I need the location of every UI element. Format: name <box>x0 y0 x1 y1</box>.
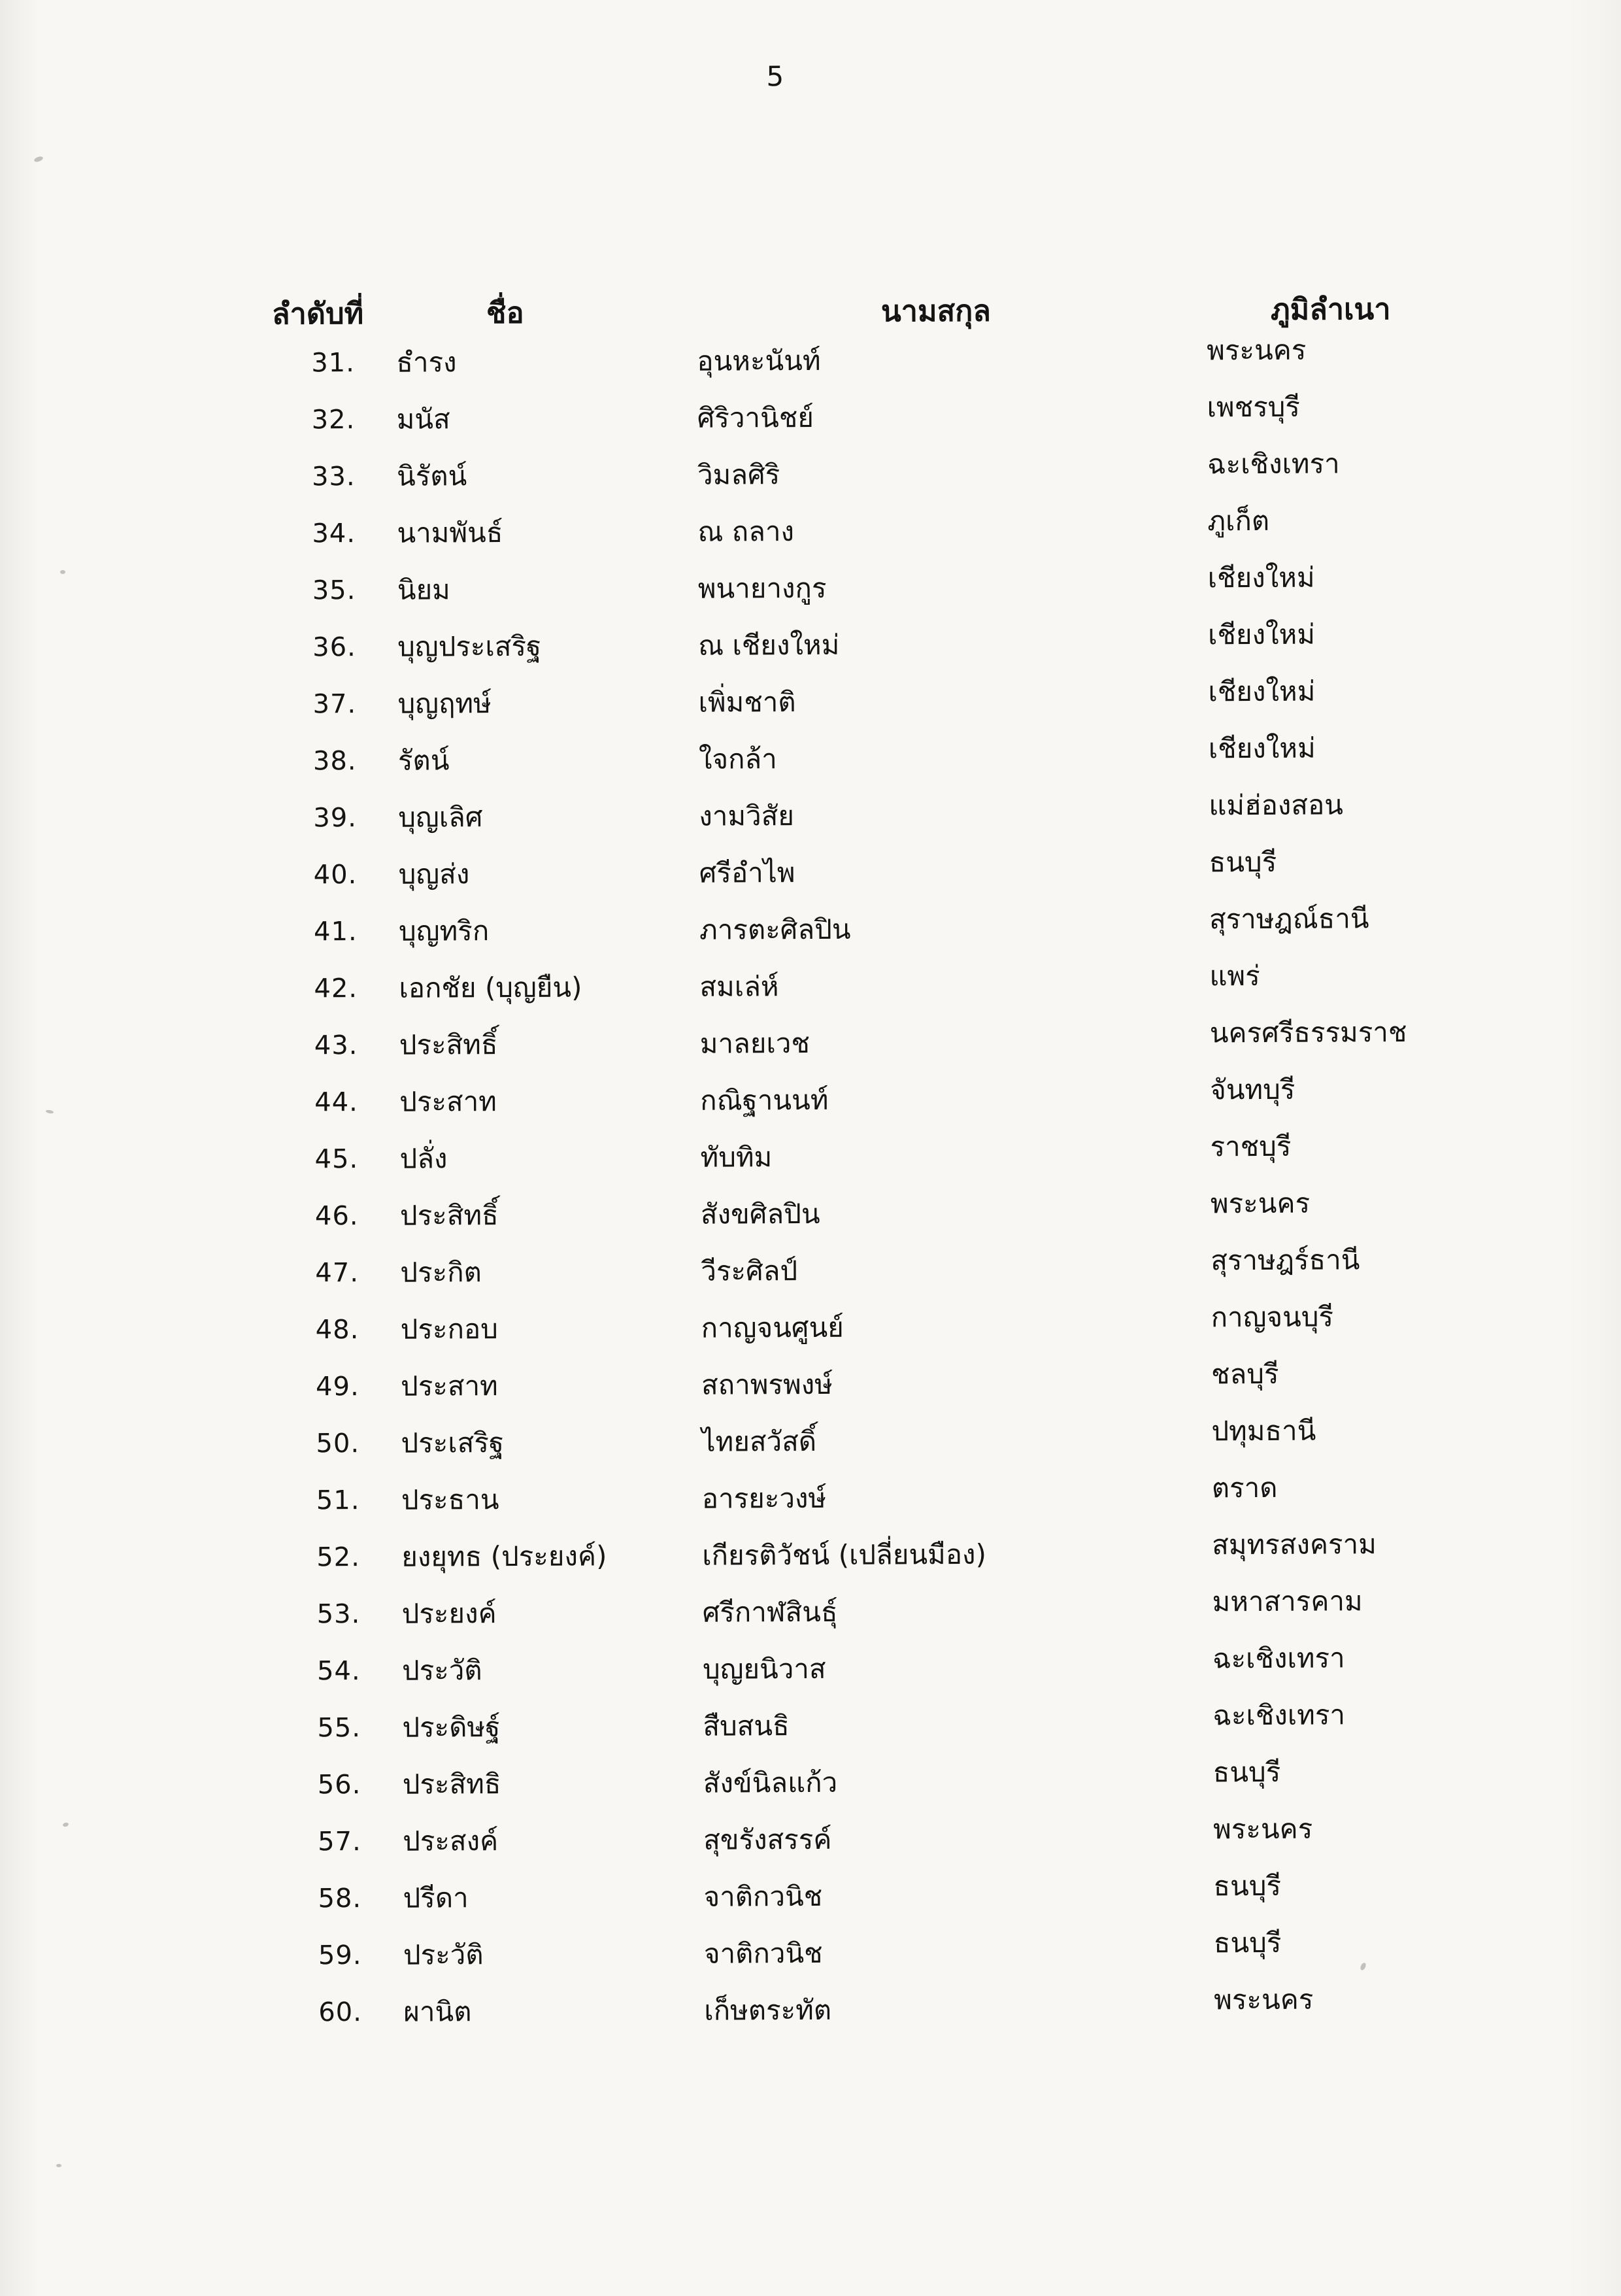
row-surname: เกียรติวัชน์ (เปลี่ยนมือง) <box>702 1538 987 1572</box>
row-domicile: เพชรบุรี <box>1207 390 1301 423</box>
row-domicile: สุราษฎณ์ธานี <box>1209 902 1369 935</box>
row-first-name: ยงยุทธ (ประยงค์) <box>401 1539 607 1573</box>
table-row <box>5 1978 1621 2042</box>
row-surname: ใจกล้า <box>698 742 777 775</box>
header-surname: นามสกุล <box>880 293 992 329</box>
row-domicile: ฉะเชิงเทรา <box>1207 447 1340 480</box>
header-first-name: ชื่อ <box>486 295 524 331</box>
row-surname: สังขศิลปิน <box>700 1197 820 1230</box>
table-row <box>0 898 1621 962</box>
row-first-name: ประกิต <box>400 1255 482 1289</box>
table-row <box>4 1808 1621 1872</box>
row-surname: วิมลศิริ <box>697 458 780 491</box>
row-surname: กณิฐานนท์ <box>700 1083 829 1117</box>
row-domicile: แพร่ <box>1209 959 1260 992</box>
row-surname: สุขรังสรรค์ <box>703 1823 832 1856</box>
table-row <box>0 670 1620 734</box>
row-domicile: เชียงใหม่ <box>1208 618 1316 650</box>
table-row <box>0 443 1619 507</box>
row-index: 48. <box>315 1314 359 1345</box>
row-first-name: ธำรง <box>396 345 457 379</box>
row-surname: จาติกวนิช <box>703 1936 823 1970</box>
table-row <box>0 329 1618 393</box>
row-surname: สืบสนธิ <box>703 1709 790 1742</box>
row-index: 37. <box>312 688 357 719</box>
row-first-name: ประสาท <box>401 1369 498 1402</box>
table-row <box>0 954 1621 1019</box>
row-domicile: พระนคร <box>1207 333 1307 366</box>
table-row <box>3 1466 1621 1530</box>
row-first-name: บุญทริก <box>398 914 490 947</box>
row-first-name: ประสาท <box>399 1085 497 1118</box>
table-header <box>0 0 1617 331</box>
table-row <box>0 556 1620 620</box>
row-surname: งามวิสัย <box>699 799 795 832</box>
row-surname: ไทยสวัสดิ์ <box>701 1425 817 1458</box>
row-surname: สถาพรพงษ์ <box>701 1368 833 1401</box>
row-index: 43. <box>314 1030 358 1060</box>
row-index: 44. <box>314 1087 358 1117</box>
table-row <box>1 1239 1621 1303</box>
table-row <box>3 1523 1621 1587</box>
table-row <box>0 784 1620 848</box>
table-row <box>3 1637 1621 1701</box>
row-surname: จาติกวนิช <box>703 1880 823 1913</box>
row-index: 47. <box>315 1257 359 1288</box>
table-row <box>0 386 1619 450</box>
row-domicile: ชลบุรี <box>1211 1357 1279 1390</box>
row-first-name: ประสิทธิ์ <box>399 1198 499 1232</box>
row-index: 59. <box>318 1940 362 1970</box>
table-row <box>0 613 1620 677</box>
row-index: 39. <box>313 802 358 833</box>
header-domicile: ภูมิลำเนา <box>1270 292 1391 327</box>
row-domicile: พระนคร <box>1210 1187 1311 1219</box>
row-domicile: มหาสารคาม <box>1212 1584 1363 1617</box>
row-index: 31. <box>311 347 356 378</box>
row-domicile: ภูเก็ต <box>1207 504 1270 537</box>
row-index: 40. <box>313 859 358 890</box>
row-index: 49. <box>316 1371 359 1402</box>
row-index: 41. <box>313 916 358 947</box>
row-first-name: ประวัติ <box>403 1938 484 1971</box>
table-row <box>0 727 1620 791</box>
row-index: 35. <box>312 575 356 605</box>
row-first-name: ประสิทธิ์ <box>399 1028 498 1061</box>
row-domicile: พระนคร <box>1214 1983 1314 2016</box>
row-index: 51. <box>316 1485 360 1515</box>
table-row <box>4 1865 1621 1929</box>
row-index: 42. <box>314 973 358 1004</box>
row-index: 45. <box>314 1143 359 1174</box>
table-row <box>5 1921 1621 1985</box>
row-domicile: สมุทรสงคราม <box>1212 1527 1377 1561</box>
row-first-name: ประเสริฐ <box>401 1426 505 1459</box>
row-first-name: นิยม <box>397 573 450 606</box>
table-row <box>1 1068 1621 1132</box>
row-domicile: ฉะเชิงเทรา <box>1212 1698 1346 1731</box>
row-first-name: ประสงค์ <box>403 1824 499 1857</box>
row-index: 53. <box>316 1598 361 1629</box>
row-domicile: นครศรีธรรมราช <box>1209 1015 1407 1049</box>
table-row <box>2 1410 1621 1474</box>
table-row <box>1 1011 1621 1075</box>
row-surname: กาญจนศูนย์ <box>701 1311 844 1344</box>
row-domicile: สุราษฎร์ธานี <box>1211 1243 1360 1276</box>
table-row <box>3 1694 1621 1758</box>
row-index: 46. <box>314 1200 359 1231</box>
row-first-name: บุญส่ง <box>398 857 470 890</box>
page-number: 5 <box>766 60 785 93</box>
table-row <box>1 1182 1621 1246</box>
row-first-name: ปรีดา <box>403 1881 469 1914</box>
row-surname: มาลยเวช <box>699 1026 810 1060</box>
table-row <box>4 1751 1621 1815</box>
row-first-name: บุญฤทษ์ <box>397 686 492 720</box>
table-row <box>0 499 1620 564</box>
row-index: 60. <box>318 1997 363 2027</box>
row-first-name: ผานิต <box>403 1995 472 2028</box>
row-index: 54. <box>316 1655 361 1686</box>
row-first-name: มนัส <box>396 402 450 435</box>
row-index: 34. <box>312 518 356 549</box>
table-row <box>2 1353 1621 1417</box>
row-surname: ศิริวานิชย์ <box>697 401 814 434</box>
scan-speck <box>60 570 65 574</box>
row-surname: สังข์นิลแก้ว <box>703 1766 838 1799</box>
row-domicile: เชียงใหม่ <box>1208 675 1316 707</box>
row-domicile: ราชบุรี <box>1210 1130 1292 1162</box>
row-first-name: ประธาน <box>401 1483 499 1516</box>
row-index: 33. <box>311 461 356 492</box>
row-domicile: ธนบุรี <box>1212 1755 1281 1788</box>
row-domicile: ธนบุรี <box>1209 845 1277 878</box>
row-domicile: เชียงใหม่ <box>1208 732 1316 764</box>
header-index: ลำดับที่ <box>271 295 364 331</box>
row-domicile: เชียงใหม่ <box>1207 561 1315 594</box>
row-index: 38. <box>312 745 357 776</box>
row-surname: พนายางกูร <box>697 571 827 605</box>
row-index: 50. <box>316 1428 360 1459</box>
row-first-name: ประยงค์ <box>401 1596 497 1630</box>
row-index: 55. <box>317 1712 361 1743</box>
row-first-name: นามพันธ์ <box>397 516 503 549</box>
row-surname: ภารตะศิลปิน <box>699 913 851 946</box>
row-domicile: ตราด <box>1211 1471 1278 1504</box>
table-row <box>2 1296 1621 1360</box>
row-domicile: พระนคร <box>1212 1812 1313 1845</box>
row-index: 32. <box>311 404 356 435</box>
row-domicile: ฉะเชิงเทรา <box>1212 1641 1345 1674</box>
row-surname: ศรีอำไพ <box>699 856 795 889</box>
row-first-name: ประดิษฐ์ <box>402 1710 501 1744</box>
row-first-name: บุญเลิศ <box>398 800 483 834</box>
row-first-name: ปลั่ง <box>399 1141 448 1175</box>
row-domicile: ปทุมธานี <box>1211 1414 1316 1447</box>
row-domicile: แม่ฮ่องสอน <box>1209 788 1344 821</box>
row-surname: ณ ถลาง <box>697 515 795 548</box>
row-first-name: รัตน์ <box>397 743 450 777</box>
table-rows <box>0 329 1621 2042</box>
row-surname: อารยะวงษ์ <box>701 1481 827 1515</box>
table-row <box>3 1580 1621 1644</box>
row-domicile: ธนบุรี <box>1213 1926 1282 1959</box>
row-domicile: กาญจนบุรี <box>1211 1300 1334 1333</box>
row-domicile: ธนบุรี <box>1213 1869 1282 1902</box>
row-index: 57. <box>318 1826 361 1857</box>
row-first-name: ประสิทธิ <box>402 1767 501 1800</box>
row-surname: อุนหะนันท์ <box>697 344 821 377</box>
row-surname: ศรีกาฬสินธุ์ <box>702 1595 838 1629</box>
row-index: 52. <box>316 1542 360 1572</box>
row-first-name: นิรัตน์ <box>396 459 467 492</box>
row-first-name: เอกชัย (บุญยืน) <box>399 971 582 1004</box>
table-row <box>0 841 1621 905</box>
row-surname: บุญยนิวาส <box>702 1652 826 1685</box>
row-surname: สมเล่ห์ <box>699 970 779 1003</box>
row-index: 56. <box>317 1769 361 1800</box>
row-surname: วีระศิลป์ <box>701 1254 798 1287</box>
row-first-name: บุญประเสริฐ <box>397 630 542 663</box>
row-first-name: ประกอบ <box>400 1312 498 1345</box>
row-index: 58. <box>318 1883 362 1914</box>
row-index: 36. <box>312 632 356 662</box>
row-surname: เพิ่มชาติ <box>698 685 796 718</box>
scan-speck <box>56 2164 61 2167</box>
row-first-name: ประวัติ <box>401 1653 482 1687</box>
table-row <box>1 1125 1621 1189</box>
row-surname: ณ เชียงใหม่ <box>698 628 840 662</box>
row-surname: ทับทิม <box>700 1140 773 1173</box>
row-surname: เก็ษตระทัต <box>704 1993 832 2027</box>
row-domicile: จันทบุรี <box>1210 1073 1295 1106</box>
